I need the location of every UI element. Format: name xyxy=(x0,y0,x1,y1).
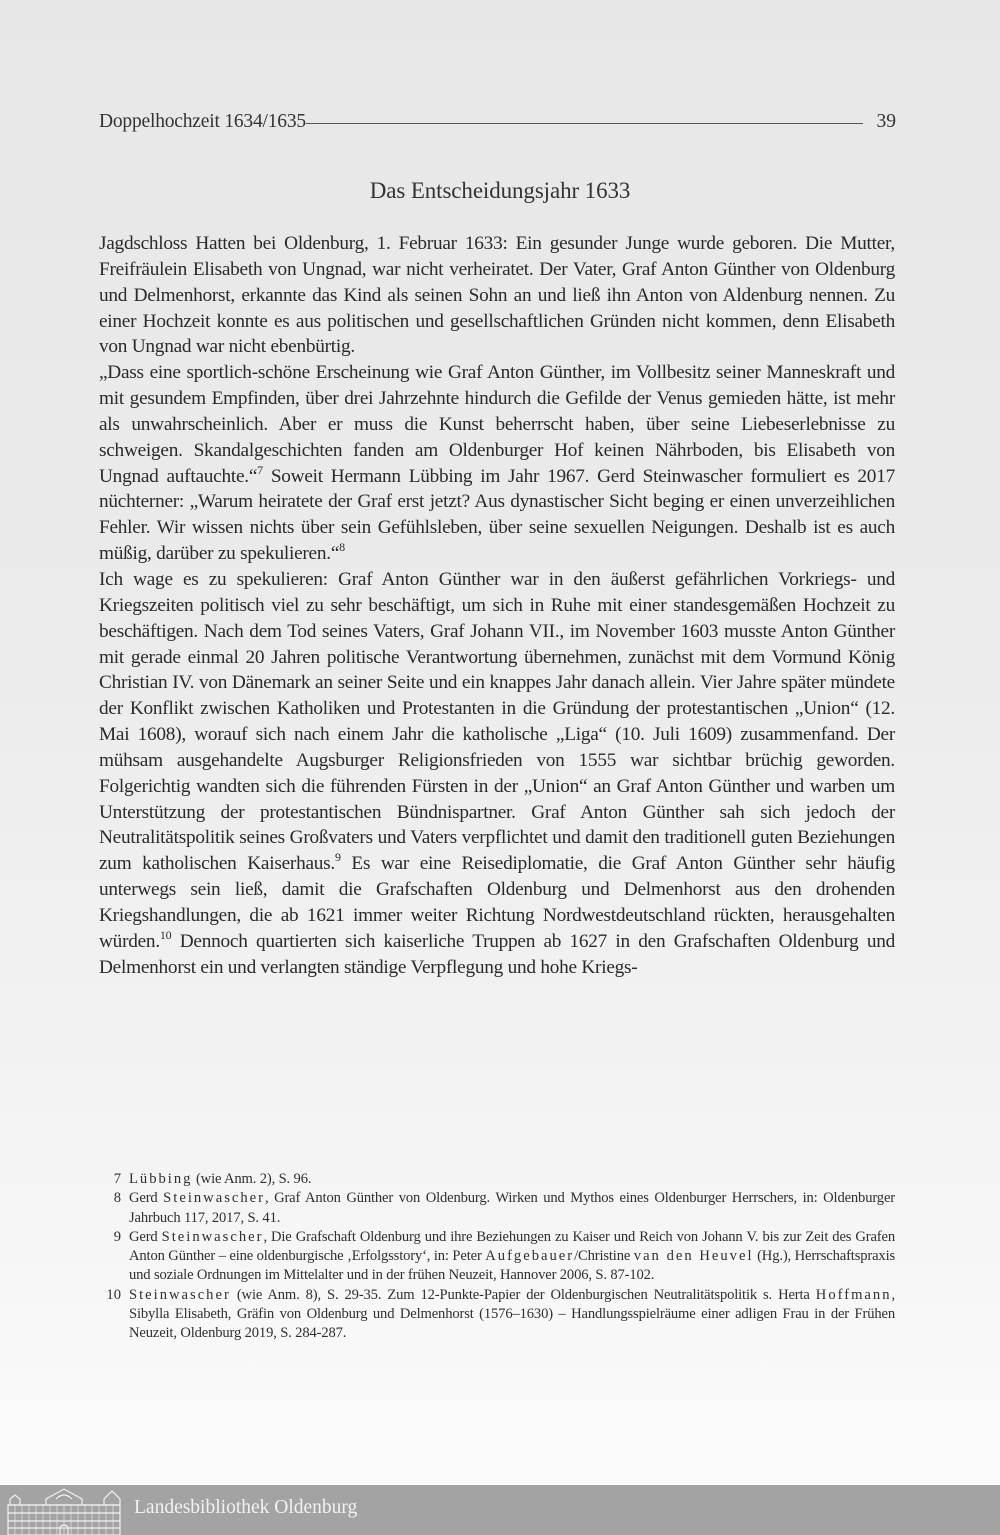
author-name: Lübbing xyxy=(129,1171,193,1187)
citation-text: Gerd xyxy=(129,1190,164,1207)
chapter-title: Das Entscheidungsjahr 1633 xyxy=(369,178,631,203)
footnote-number: 9 xyxy=(113,1228,121,1245)
author-name: Steinwascher xyxy=(163,1190,265,1207)
paragraph-1 xyxy=(99,231,895,360)
footnote-10 xyxy=(99,1286,895,1344)
citation-text: , Graf Anton Günther von Oldenburg. Wirken und Mythos eines Oldenburger Herrschers, in: Oldenburger Jahrbuch 117, 2017, S. 41. xyxy=(129,1190,895,1226)
footnote-text xyxy=(129,1228,895,1286)
citation-text: , Die Grafschaft Oldenburg und ihre Beziehungen zu Kaiser und Reich von Johann V. bis zur Zeit des Grafen Anton Günther – eine oldenburgische ‚Erfolgsstory‘, in: Peter xyxy=(129,1228,895,1265)
footnote-number: 7 xyxy=(113,1171,121,1187)
footnote-text xyxy=(129,1189,895,1228)
body-text xyxy=(99,231,895,980)
institution-name[interactable]: Landesbibliothek Oldenburg xyxy=(134,1497,358,1518)
footnote-ref-10[interactable]: 10 xyxy=(159,927,172,942)
citation-text: Gerd xyxy=(129,1228,162,1245)
citation-text: /Christine xyxy=(574,1248,634,1265)
footnotes xyxy=(99,1170,895,1344)
running-head xyxy=(99,108,896,136)
footnote-7 xyxy=(99,1170,895,1189)
paragraph-2 xyxy=(99,360,895,567)
footnote-8 xyxy=(99,1189,895,1228)
footnote-text xyxy=(129,1286,895,1344)
footnote-ref-8[interactable]: 8 xyxy=(339,540,345,555)
paragraph-text: Es war eine Reisediplomatie, die Graf Anton Günther sehr häufig unterwegs sein ließ, damit die Grafschaften Oldenburg und Delmenhorst aus den drohenden Kriegshandlungen, die ab 1621 immer weiter Richtung Nordwestdeutschland rückten, herausgehalten würden. xyxy=(99,853,895,952)
citation-text: (wie Anm. 2), S. 96. xyxy=(192,1171,312,1187)
footnote-ref-9[interactable]: 9 xyxy=(334,850,341,865)
footnote-number: 8 xyxy=(113,1190,121,1207)
footer-bar xyxy=(0,1485,1000,1535)
paragraph-text: Soweit Hermann Lübbing im Jahr 1967. Gerd Steinwascher formuliert es 2017 nüchterner: „Warum heiratete der Graf erst jetzt? Aus dynastischer Sicht beging er einen unverzeihlichen Fehler. Wir wissen nichts über sein Gefühlsleben, über seine sexuellen Neigungen. Deshalb ist es auch müßig, darüber zu spekulieren.“ xyxy=(99,465,895,565)
author-name: Aufgebauer xyxy=(485,1248,575,1265)
author-name: van den Heuvel xyxy=(633,1248,754,1265)
author-name: Hoffmann xyxy=(815,1286,892,1303)
running-head-title: Doppelhochzeit 1634/1635 xyxy=(99,111,306,132)
paragraph-3 xyxy=(99,567,895,981)
author-name: Steinwascher xyxy=(129,1286,231,1303)
citation-text: , Sibylla Elisabeth, Gräfin von Oldenburg und Delmenhorst (1576–1630) – Handlungsspielräume einer adligen Frau in der Frühen Neuzeit, Oldenburg 2019, S. 284-287. xyxy=(129,1286,895,1342)
footnote-9 xyxy=(99,1228,895,1286)
footnote-text xyxy=(129,1170,895,1189)
author-name: Steinwascher xyxy=(161,1228,264,1245)
library-building-icon[interactable] xyxy=(6,1487,122,1535)
paragraph-text: Jagdschloss Hatten bei Oldenburg, 1. Februar 1633: Ein gesunder Junge wurde geboren. Die Mutter, Freifräulein Elisabeth von Ungnad, war nicht verheiratet. Der Vater, Graf Anton Günther von Oldenburg und Delmenhorst, erkannte das Kind als seinen Sohn an und ließ ihn Anton von Aldenburg nennen. Zu einer Hochzeit konnte es aus politischen und gesellschaftlichen Gründen nicht kommen, denn Elisabeth von Ungnad war nicht ebenbürtig. xyxy=(99,233,895,358)
citation-text: (wie Anm. 8), S. 29-35. Zum 12-Punkte-Papier der Oldenburgischen Neutralitätspolitik s. Herta xyxy=(230,1286,816,1303)
page-number: 39 xyxy=(876,111,896,132)
running-head-rule xyxy=(306,123,863,124)
citation-text: (Hg.), Herrschaftspraxis und soziale Ordnungen im Mittelalter und in der frühen Neuzeit, Hannover 2006, S. 87-102. xyxy=(129,1248,895,1284)
footnote-number: 10 xyxy=(106,1286,121,1303)
paragraph-text: Ich wage es zu spekulieren: Graf Anton Günther war in den äußerst gefährlichen Vorkriegs- und Kriegszeiten politisch viel zu sehr beschäftigt, um sich in Ruhe mit einer standesgemäßen Hochzeit zu beschäftigen. Nach dem Tod seines Vaters, Graf Johann VII., im November 1603 musste Anton Günther mit gerade einmal 20 Jahren politische Verantwortung übernehmen, zunächst mit dem Vormund König Christian IV. von Dänemark an seiner Seite und ein knappes Jahr danach allein. Vier Jahre später mündete der Konflikt zwischen Katholiken und Protestanten in die Gründung der protestantischen „Union“ (12. Mai 1608), worauf sich nach einem Jahr die katholische „Liga“ (10. Juli 1609) zusammenfand. Der mühsam ausgehandelte Augsburger Religionsfrieden von 1555 war sichtbar brüchig geworden. Folgerichtig wandten sich die führenden Fürsten in der „Union“ an Graf Anton Günther und warben um Unterstützung der protestantischen Bündnispartner. Graf Anton Günther sah sich jedoch der Neutralitätspolitik seines Großvaters und Vaters verpflichtet und damit den traditionell guten Beziehungen zum katholischen Kaiserhaus. xyxy=(99,568,895,875)
footnote-ref-7[interactable]: 7 xyxy=(257,462,263,477)
paragraph-text: „Dass eine sportlich-schöne Erscheinung wie Graf Anton Günther, im Vollbesitz seiner Manneskraft und mit gesundem Empfinden, über drei Jahrzehnte hindurch die Gefilde der Venus gemieden hätte, ist mehr als unwahrscheinlich. Aber er muss die Kunst beherrscht haben, über seine Liebeserlebnisse zu schweigen. Skandalgeschichten fanden am Oldenburger Hof keinen Nährboden, bis Elisabeth von Ungnad auftauchte.“ xyxy=(99,362,895,487)
paragraph-text: Dennoch quartierten sich kaiserliche Truppen ab 1627 in den Grafschaften Oldenburg und Delmenhorst ein und verlangten ständige Verpflegung und hohe Kriegs- xyxy=(99,930,895,978)
